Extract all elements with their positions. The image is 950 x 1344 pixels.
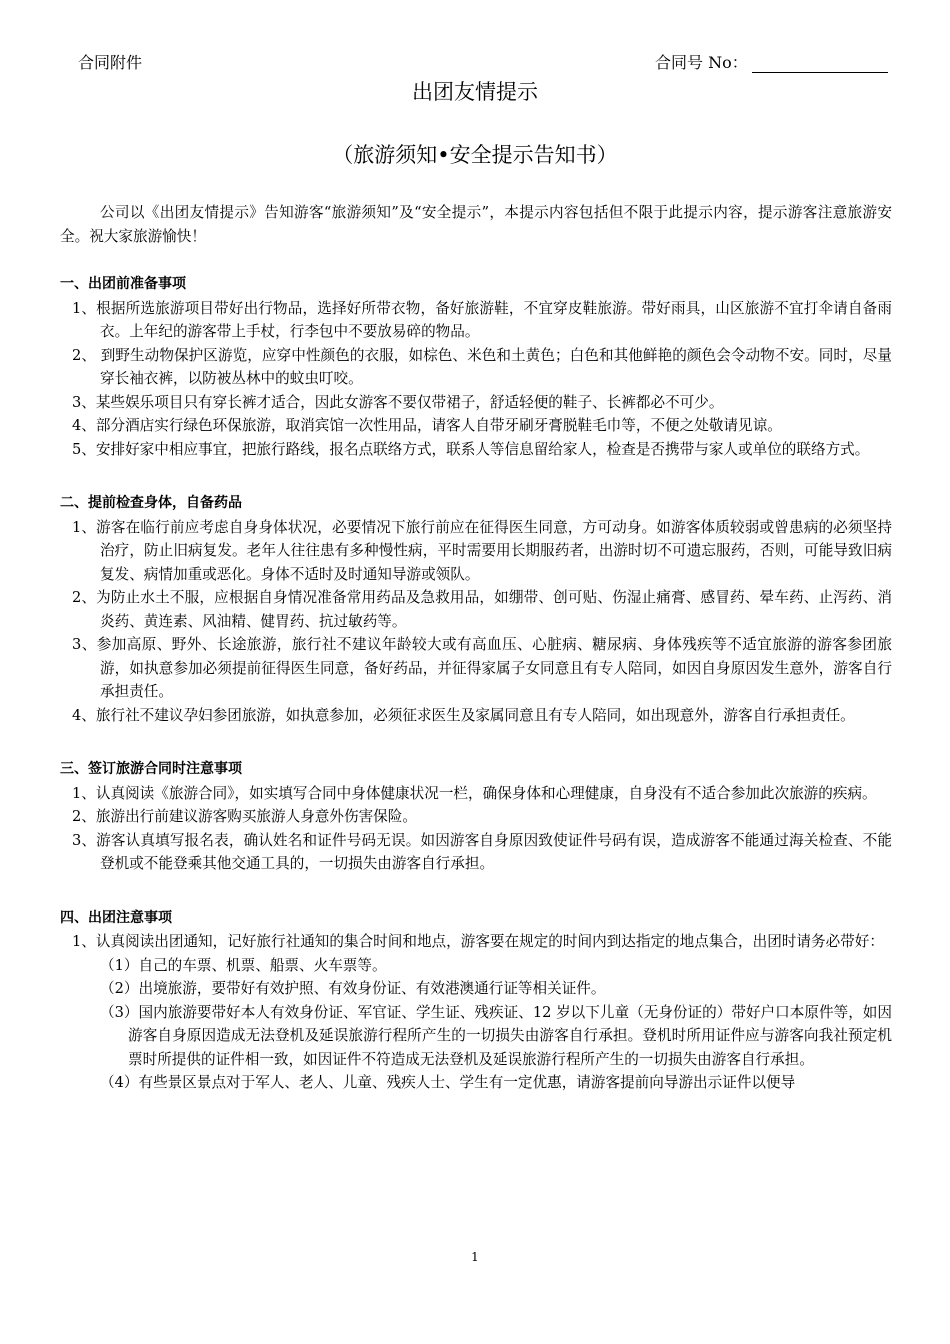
contract-number-blank — [752, 54, 888, 73]
list-item: 4、部分酒店实行绿色环保旅游，取消宾馆一次性用品，请客人自带牙刷牙膏脱鞋毛巾等，不便之处敬请见谅。 — [72, 417, 782, 434]
page-subtitle: （旅游须知•安全提示告知书） — [332, 143, 618, 167]
list-item: 2、旅游出行前建议游客购买旅游人身意外伤害保险。 — [72, 808, 417, 825]
list-item: 1、根据所选旅游项目带好出行物品，选择好所带衣物，备好旅游鞋，不宜穿皮鞋旅游。带好雨具，山区旅游不宜打伞请自备雨衣。上年纪的游客带上手杖，行李包中不要放易碎的物品。 — [72, 299, 892, 340]
page-number: 1 — [471, 1250, 479, 1264]
list-item: 5、安排好家中相应事宜，把旅行路线，报名点联络方式，联系人等信息留给家人，检查是否携带与家人或单位的联络方式。 — [72, 440, 870, 458]
list-item: 1、认真阅读出团通知，记好旅行社通知的集合时间和地点，游客要在规定的时间内到达指定的地点集合，出团时请务必带好： — [72, 933, 884, 950]
document-body — [60, 201, 892, 1095]
page-title: 出团友情提示 — [412, 80, 538, 104]
list-item: 4、旅行社不建议孕妇参团旅游，如执意参加，必须征求医生及家属同意且有专人陪同，如出现意外，游客自行承担责任。 — [72, 706, 855, 724]
section-title: 一、出团前准备事项 — [60, 276, 186, 292]
list-item: 3、参加高原、野外、长途旅游，旅行社不建议年龄较大或有高血压、心脏病、糖尿病、身体残疾等不适宜旅游的游客参团旅游，如执意参加必须提前征得医生同意，备好药品，并征得家属子女同意且有专人陪同，如因自身原因发生意外，游客自行承担责任。 — [72, 636, 892, 700]
sub-list-item: （4）有些景区景点对于军人、老人、儿童、残疾人士、学生有一定优惠，请游客提前向导游出示证件以便导 — [100, 1074, 796, 1091]
sub-list-item: （1）自己的车票、机票、船票、火车票等。 — [100, 956, 387, 974]
intro-paragraph: 公司以《出团友情提示》告知游客“旅游须知”及“安全提示”，本提示内容包括但不限于此提示内容，提示游客注意旅游安全。祝大家旅游愉快！ — [60, 204, 892, 245]
section-departure — [60, 907, 892, 1095]
section-preparation — [60, 273, 892, 461]
list-item: 1、游客在临行前应考虑自身身体状况，必要情况下旅行前应在征得医生同意，方可动身。如游客体质较弱或曾患病的必须坚持治疗，防止旧病复发。老年人往往患有多种慢性病，平时需要用长期服药者，出游时切不可遗忘服药，否则，可能导致旧病复发、病情加重或恶化。身体不适时及时通知导游或领队。 — [72, 518, 892, 583]
sub-list-item: （3）国内旅游要带好本人有效身份证、军官证、学生证、残疾证、12 岁以下儿童（无身份证的）带好户口本原件等，如因游客自身原因造成无法登机及延误旅游行程所产生的一切损失由游客自行承担。登机时所用证件应与游客向我社预定机票时所提供的证件相一致，如因证件不符造成无法登机及延误旅游行程所产生的一切损失由游客自行承担。 — [100, 1003, 892, 1068]
section-title: 四、出团注意事项 — [60, 909, 172, 926]
contract-number-label: 合同号 No： — [655, 53, 748, 72]
section-title: 二、提前检查身体，自备药品 — [60, 495, 242, 511]
list-item: 3、游客认真填写报名表，确认姓名和证件号码无误。如因游客自身原因致使证件号码有误，造成游客不能通过海关检查、不能登机或不能登乘其他交通工具的，一切损失由游客自行承担。 — [72, 831, 892, 872]
list-item: 2、为防止水土不服，应根据自身情况准备常用药品及急救用品，如绷带、创可贴、伤湿止痛膏、感冒药、晕车药、止泻药、消炎药、黄连素、风油精、健胃药、抗过敏药等。 — [72, 589, 892, 630]
sub-list-item: （2）出境旅游，要带好有效护照、有效身份证、有效港澳通行证等相关证件。 — [100, 980, 606, 997]
section-health-check — [60, 492, 892, 727]
list-item: 3、某些娱乐项目只有穿长裤才适合，因此女游客不要仅带裙子，舒适轻便的鞋子、长裤都必不可少。 — [72, 393, 724, 411]
list-item: 1、认真阅读《旅游合同》，如实填写合同中身体健康状况一栏，确保身体和心理健康，自身没有不适合参加此次旅游的疾病。 — [72, 784, 877, 802]
list-item: 2、 到野生动物保护区游览，应穿中性颜色的衣服，如棕色、米色和土黄色；白色和其他鲜艳的颜色会令动物不安。同时，尽量穿长袖衣裤，以防被丛林中的蚊虫叮咬。 — [72, 346, 892, 387]
section-title: 三、签订旅游合同时注意事项 — [60, 761, 242, 777]
section-contract — [60, 758, 892, 876]
contract-attachment-label: 合同附件 — [78, 53, 143, 72]
contract-number-field — [655, 50, 888, 73]
